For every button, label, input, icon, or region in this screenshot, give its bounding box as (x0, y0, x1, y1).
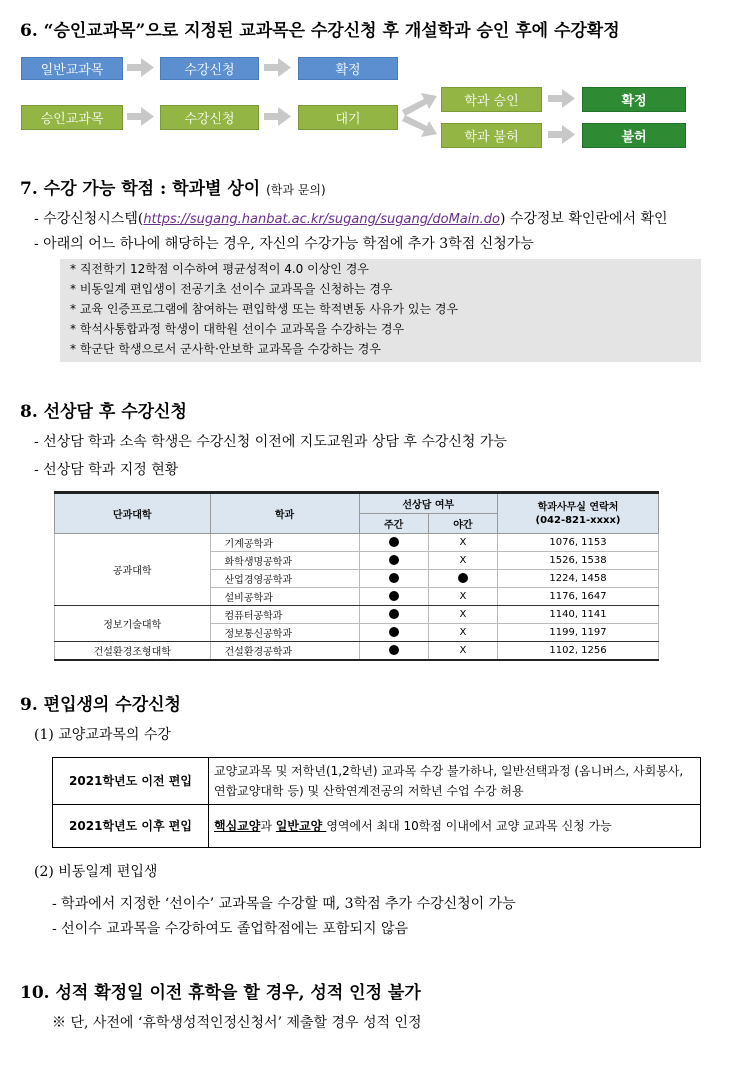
arrow-up-right-icon (402, 93, 437, 116)
transfer-before-text: 교양교과목 및 저학년(1,2학년) 교과목 수강 불가하나, 일반선택과정 (옴니버스, 사회봉사, 연합교양대학 등) 및 산학연계전공의 저학년 수업 수강 허용 (209, 758, 701, 805)
arrow-right-icon (127, 58, 154, 77)
day-cell (359, 606, 428, 624)
core-liberal-arts: 핵심교양 (214, 819, 261, 833)
transfer-after-mid: 과 (260, 819, 276, 833)
night-cell: X (428, 606, 497, 624)
flow-dept-approve: 학과 승인 (441, 87, 542, 112)
dept-cell: 정보통신공학과 (210, 624, 359, 642)
filled-circle-icon (389, 645, 399, 655)
case-item: * 비동일계 편입생이 전공기초 선이수 교과목을 신청하는 경우 (70, 282, 393, 296)
contact-cell: 1102, 1256 (498, 642, 659, 661)
filled-circle-icon (389, 591, 399, 601)
flow-register-2: 수강신청 (160, 105, 259, 130)
night-cell (428, 570, 497, 588)
contact-cell: 1176, 1647 (498, 588, 659, 606)
section-7-title (20, 174, 326, 199)
college-cell: 건설환경조형대학 (55, 642, 211, 661)
pre-consult-dept-table (54, 491, 659, 661)
case-item: * 교육 인증프로그램에 참여하는 편입학생 또는 학적변동 사유가 있는 경우 (70, 302, 459, 316)
flow-register-1: 수강신청 (160, 57, 259, 80)
th-dept: 학과 (210, 493, 359, 534)
s8-line-1: - 선상담 학과 소속 학생은 수강신청 이전에 지도교원과 상담 후 수강신청 가능 (34, 434, 507, 450)
day-cell (359, 570, 428, 588)
filled-circle-icon (458, 573, 468, 583)
contact-cell: 1076, 1153 (498, 534, 659, 552)
s8-line-2: - 선상담 학과 지정 현황 (34, 462, 179, 478)
contact-cell: 1224, 1458 (498, 570, 659, 588)
case-item: * 학석사통합과정 학생이 대학원 선이수 교과목을 수강하는 경우 (70, 322, 405, 336)
case-item: * 학군단 학생으로서 군사학·안보학 교과목을 수강하는 경우 (70, 342, 381, 356)
dept-cell: 설비공학과 (210, 588, 359, 606)
flow-general-course: 일반교과목 (21, 57, 123, 80)
night-cell: X (428, 534, 497, 552)
day-cell (359, 534, 428, 552)
case-item: * 직전학기 12학점 이수하여 평균성적이 4.0 이상인 경우 (70, 262, 369, 276)
flow-wait: 대기 (298, 105, 398, 130)
college-cell: 정보기술대학 (55, 606, 211, 642)
section-9-title: 9. 편입생의 수강신청 (20, 695, 181, 715)
s7-line-1-post: ) 수강정보 확인란에서 확인 (499, 211, 668, 227)
extra-credit-cases-box (60, 259, 701, 362)
flow-deny: 불허 (582, 123, 686, 148)
section-8-title: 8. 선상담 후 수강신청 (20, 402, 187, 422)
flow-approved-course: 승인교과목 (21, 105, 123, 130)
s9-line-1: - 학과에서 지정한 ‘선이수’ 교과목을 수강할 때, 3학점 추가 수강신청이 가능 (52, 896, 516, 912)
filled-circle-icon (389, 537, 399, 547)
flow-dept-deny: 학과 불허 (441, 123, 542, 148)
arrow-right-icon (548, 125, 575, 144)
section-7-title-text: 7. 수강 가능 학점 : 학과별 상이 (20, 179, 261, 199)
arrow-down-right-icon (402, 115, 437, 137)
night-cell: X (428, 624, 497, 642)
general-liberal-arts: 일반교양 (275, 819, 327, 833)
sugang-system-link[interactable]: https://sugang.hanbat.ac.kr/sugang/sugang/doMain.do (143, 212, 500, 227)
s7-line-1-pre: - 수강신청시스템( (34, 211, 144, 227)
flow-confirm-2: 확정 (582, 87, 686, 112)
section-7-title-note: (학과 문의) (266, 183, 326, 197)
day-cell (359, 624, 428, 642)
day-cell (359, 552, 428, 570)
table-row (53, 805, 701, 848)
contact-cell: 1199, 1197 (498, 624, 659, 642)
th-contact (498, 493, 659, 534)
dept-cell: 기계공학과 (210, 534, 359, 552)
table-row (55, 534, 659, 552)
arrow-right-icon (127, 107, 154, 126)
dept-cell: 산업경영공학과 (210, 570, 359, 588)
flow-arrows (0, 0, 737, 160)
s10-note: ※ 단, 사전에 ‘휴학생성적인정신청서’ 제출할 경우 성적 인정 (52, 1015, 422, 1031)
day-cell (359, 642, 428, 661)
th-consult: 선상담 여부 (359, 493, 497, 514)
transfer-after-label: 2021학년도 이후 편입 (53, 805, 209, 848)
table-row (55, 606, 659, 624)
night-cell: X (428, 588, 497, 606)
s9-sub-2: (2) 비동일계 편입생 (34, 864, 158, 880)
dept-cell: 건설환경공학과 (210, 642, 359, 661)
contact-cell: 1526, 1538 (498, 552, 659, 570)
transfer-student-table (52, 757, 701, 848)
contact-cell: 1140, 1141 (498, 606, 659, 624)
flow-confirm-1: 확정 (298, 57, 398, 80)
th-college: 단과대학 (55, 493, 211, 534)
th-contact-label: 학과사무실 연락처 (537, 501, 619, 513)
arrow-right-icon (264, 58, 291, 77)
th-contact-sub: (042-821-xxxx) (535, 514, 621, 526)
th-day: 주간 (359, 514, 428, 534)
transfer-before-label: 2021학년도 이전 편입 (53, 758, 209, 805)
table-row (53, 758, 701, 805)
college-cell: 공과대학 (55, 534, 211, 606)
section-6-title: 6. “승인교과목”으로 지정된 교과목은 수강신청 후 개설학과 승인 후에 수강확정 (20, 21, 620, 41)
s7-line-2: - 아래의 어느 하나에 해당하는 경우, 자신의 수강가능 학점에 추가 3학점 신청가능 (34, 236, 534, 252)
section-10-title: 10. 성적 확정일 이전 휴학을 할 경우, 성적 인정 불가 (20, 983, 421, 1003)
night-cell: X (428, 552, 497, 570)
filled-circle-icon (389, 609, 399, 619)
s7-line-1 (34, 208, 668, 228)
transfer-after-text (209, 805, 701, 848)
day-cell (359, 588, 428, 606)
transfer-after-rest: 영역에서 최대 10학점 이내에서 교양 교과목 신청 가능 (326, 819, 612, 833)
s9-sub-1: (1) 교양교과목의 수강 (34, 727, 171, 743)
filled-circle-icon (389, 573, 399, 583)
night-cell: X (428, 642, 497, 661)
filled-circle-icon (389, 627, 399, 637)
dept-cell: 화학생명공학과 (210, 552, 359, 570)
arrow-right-icon (548, 89, 575, 108)
s9-line-2: - 선이수 교과목을 수강하여도 졸업학점에는 포함되지 않음 (52, 921, 409, 937)
filled-circle-icon (389, 555, 399, 565)
arrow-right-icon (264, 107, 291, 126)
th-night: 야간 (428, 514, 497, 534)
table-row (55, 642, 659, 661)
dept-cell: 컴퓨터공학과 (210, 606, 359, 624)
